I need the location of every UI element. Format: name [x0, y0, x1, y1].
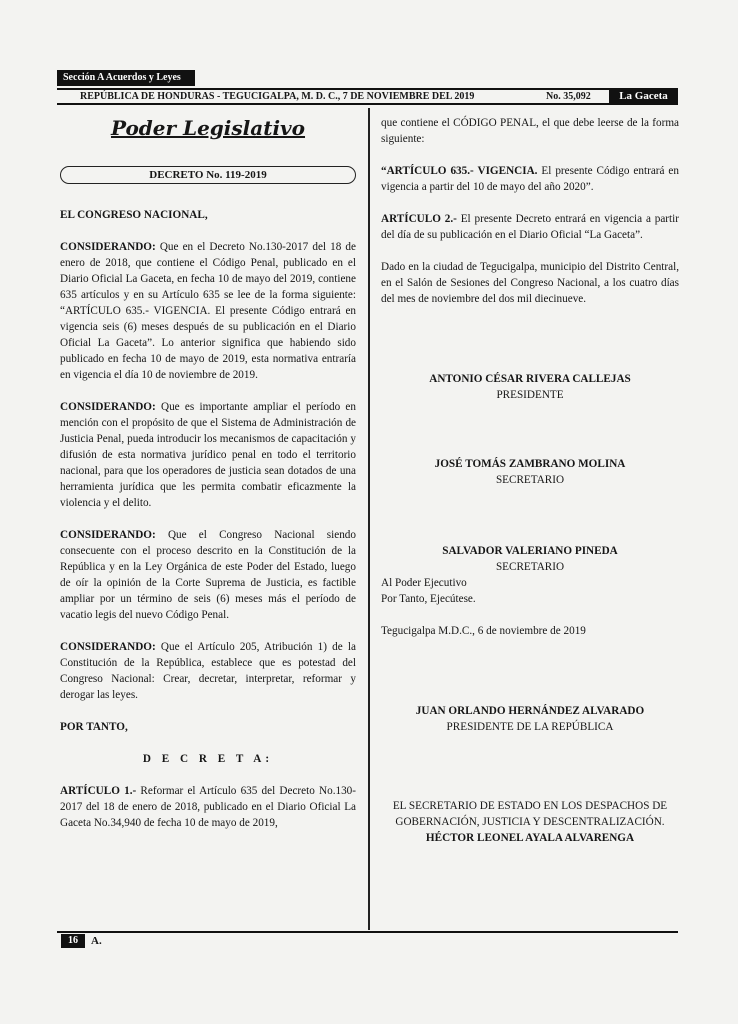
issue-number: No. 35,092 [546, 91, 591, 102]
column-divider [368, 108, 370, 930]
considerando-label: CONSIDERANDO: [60, 529, 156, 541]
president-name: JUAN ORLANDO HERNÁNDEZ ALVARADO [415, 705, 645, 717]
place-date: Tegucigalpa M.D.C., 6 de noviembre de 2019 [381, 625, 586, 637]
considerando-text: Que el Artículo 205, Atribución 1) de la Constitución de la República, establece que es potestad del Congreso Nacional: Crear, decretar, interpretar, reformar y derogar las leyes. [60, 641, 356, 701]
executive-line: Al Poder Ejecutivo [381, 577, 467, 589]
page-title: Poder Legislativo [110, 116, 306, 140]
considerando-4 [60, 639, 356, 703]
considerando-label: CONSIDERANDO: [60, 241, 156, 253]
considerando-label: CONSIDERANDO: [60, 641, 156, 653]
article-text: El presente Código entrará en vigencia a partir del 10 de mayo del año 2020”. [381, 165, 679, 193]
article-label: “ARTÍCULO 635.- VIGENCIA. [381, 165, 538, 177]
considerando-text: Que en el Decreto No.130-2017 del 18 de enero de 2018, que contiene el Código Penal, publicado en el Diario Oficial La Gaceta, en fecha 10 de mayo del 2019, contiene 635 artículos y en su Artículo 635 se lee de la forma siguiente: “ARTÍCULO 635.- VIGENCIA. El presente Código entrará en vigencia seis (6) meses después de su publicación en el Diario Oficial La Gaceta”. Lo anterior significa que habiendo sido publicado en fecha 10 de mayo de 2019, esta normativa entraría en vigencia el día 10 de noviembre de 2019. [60, 241, 356, 381]
page-number: 16 [61, 934, 85, 948]
signatory-name: ANTONIO CÉSAR RIVERA CALLEJAS [429, 373, 631, 385]
secretary-name: HÉCTOR LEONEL AYALA ALVARENGA [425, 832, 635, 844]
article-635 [381, 163, 679, 195]
considerando-1 [60, 239, 356, 383]
article-continuation: que contiene el CÓDIGO PENAL, el que debe leerse de la forma siguiente: [381, 117, 679, 145]
signatory-role: PRESIDENTE [496, 389, 564, 401]
considerando-3 [60, 527, 356, 623]
considerando-2 [60, 399, 356, 511]
considerando-text: Que el Congreso Nacional siendo consecuente con el proceso descrito en la Constitución de la República y en la Ley Orgánica de este Poder del Estado, luego de oír la opinión de la Corte Suprema de Justicia, es factible ampliar por un término de seis (6) meses más el período de vacatio legis del nuevo Código Penal. [60, 529, 356, 621]
signatory-name: JOSÉ TOMÁS ZAMBRANO MOLINA [434, 458, 626, 470]
masthead-text: REPÚBLICA DE HONDURAS - TEGUCIGALPA, M. D. C., 7 DE NOVIEMBRE DEL 2019 [80, 91, 475, 102]
publication-badge: La Gaceta [609, 88, 678, 105]
secretary-title: EL SECRETARIO DE ESTADO EN LOS DESPACHOS DE [392, 800, 668, 812]
signatory-role: SECRETARIO [495, 474, 565, 486]
signatory-name: SALVADOR VALERIANO PINEDA [442, 545, 618, 557]
decree-number: DECRETO No. 119-2019 [60, 166, 356, 184]
decreta-heading: D E C R E T A: [142, 753, 274, 765]
given-statement: Dado en la ciudad de Tegucigalpa, municipio del Distrito Central, en el Salón de Sesiones del Congreso Nacional, a los cuatro días del mes de noviembre del dos mil diecinueve. [381, 261, 679, 305]
right-column [381, 115, 679, 846]
congress-heading: EL CONGRESO NACIONAL, [60, 209, 208, 221]
por-tanto: POR TANTO, [60, 721, 128, 733]
article-text: Reformar el Artículo 635 del Decreto No.130-2017 del 18 de enero de 2018, publicado en el Diario Oficial La Gaceta No.34,940 de fecha 10 de mayo de 2019, [60, 785, 356, 829]
article-label: ARTÍCULO 1.- [60, 785, 137, 797]
signatory-role: SECRETARIO [495, 561, 565, 573]
president-role: PRESIDENTE DE LA REPÚBLICA [446, 721, 614, 733]
considerando-label: CONSIDERANDO: [60, 401, 156, 413]
section-letter: A. [91, 935, 102, 947]
footer-rule [57, 931, 678, 933]
section-label: Sección A Acuerdos y Leyes [57, 70, 195, 86]
article-1 [60, 783, 356, 831]
article-2 [381, 211, 679, 243]
left-column [60, 115, 356, 831]
considerando-text: Que es importante ampliar el período en mención con el propósito de que el Sistema de Administración de Justicia Penal, pueda introducir los mecanismos de capacitación y difusión de esta normativa jurídico penal en todo el territorio nacional, para que los operadores de justicia sean dotados de una herramienta jurídica que les permita combatir eficazmente la violencia y el delito. [60, 401, 356, 509]
executive-line: Por Tanto, Ejecútese. [381, 593, 476, 605]
article-text: El presente Decreto entrará en vigencia a partir del día de su publicación en el Diario Oficial “La Gaceta”. [381, 213, 679, 241]
secretary-title: GOBERNACIÓN, JUSTICIA Y DESCENTRALIZACIÓN. [395, 816, 665, 828]
article-label: ARTÍCULO 2.- [381, 213, 457, 225]
